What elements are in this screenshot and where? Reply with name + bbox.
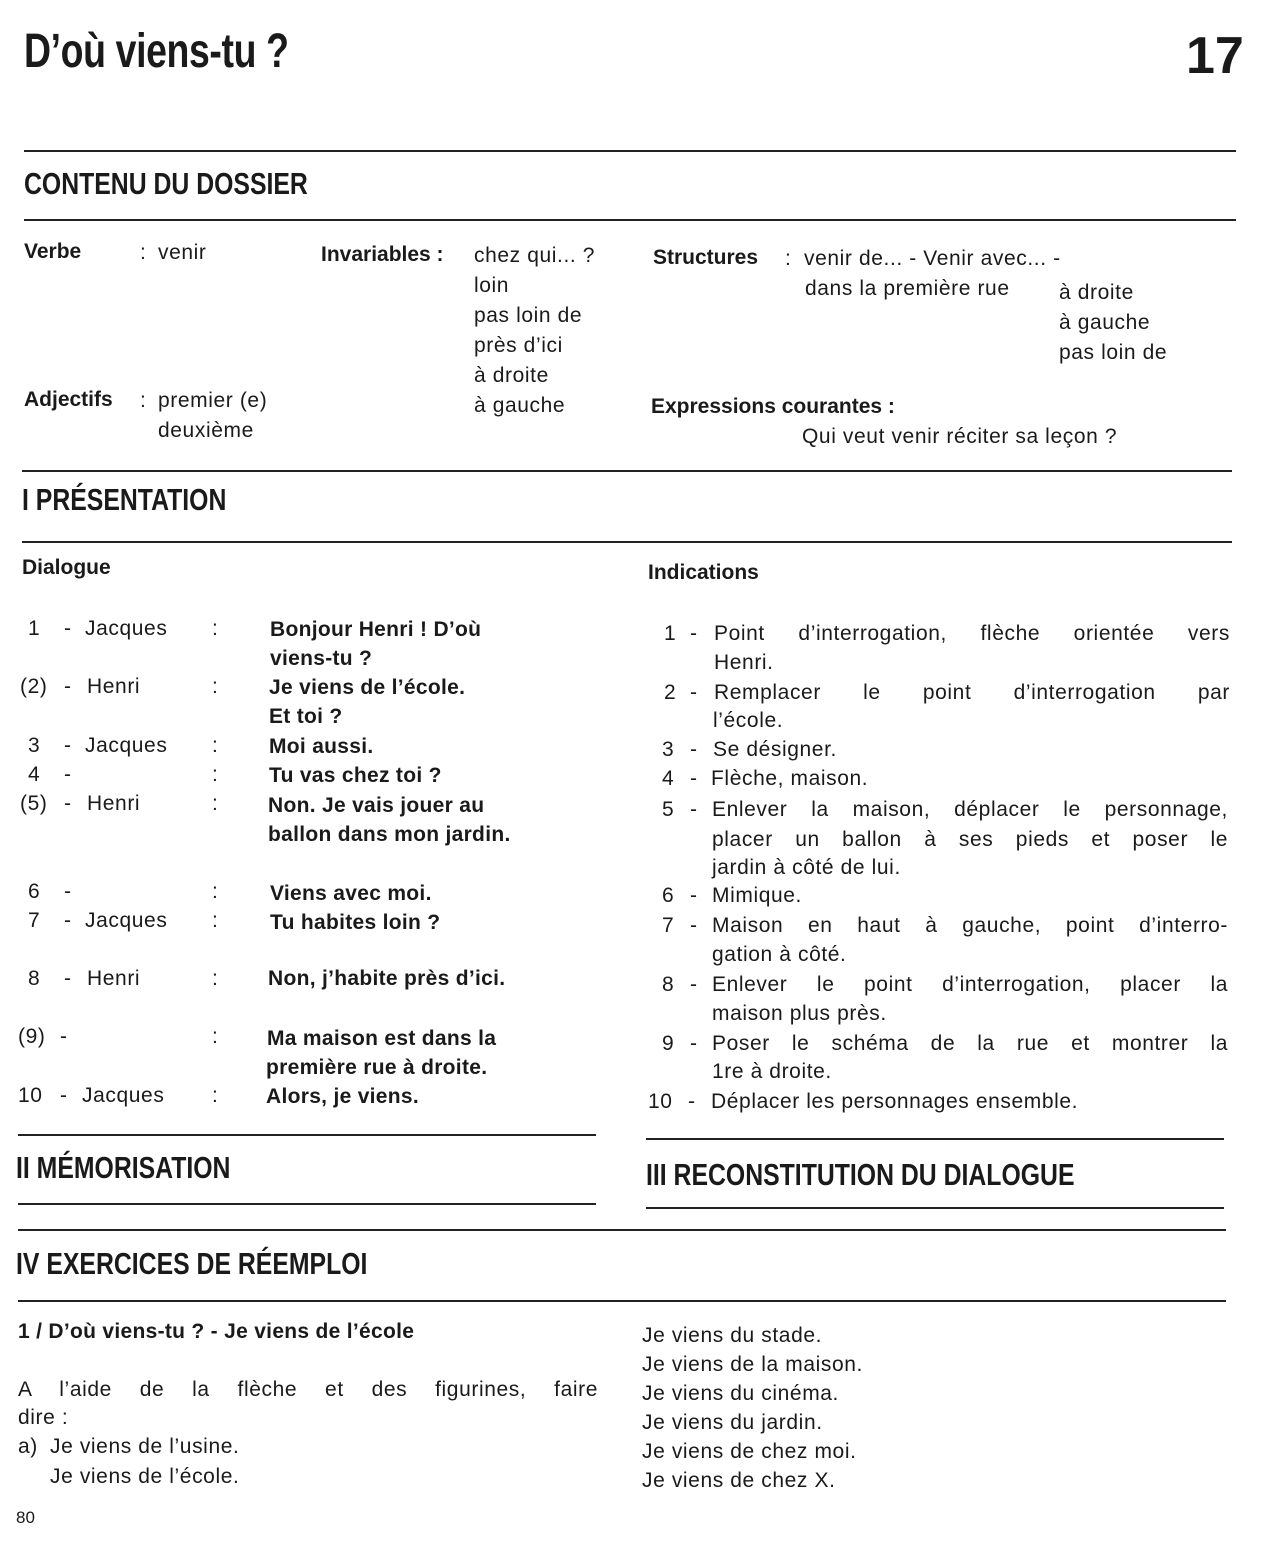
exercise-title: 1 / D’où viens-tu ? - Je viens de l’école [18, 1320, 415, 1343]
line-dash: - [64, 880, 72, 903]
indication-number: 7 [662, 914, 675, 937]
divider [18, 1229, 1226, 1231]
presentation-heading: I PRÉSENTATION [22, 482, 227, 517]
verbe-colon: : [140, 241, 147, 264]
invariable-item: près d’ici [474, 334, 563, 357]
line-colon: : [212, 617, 219, 640]
line-dash: - [64, 763, 72, 786]
contenu-heading: CONTENU DU DOSSIER [24, 166, 308, 201]
indication-text: 1re à droite. [712, 1060, 832, 1083]
item-label: a) [18, 1435, 38, 1458]
exercices-heading: IV EXERCICES DE RÉEMPLOI [16, 1246, 368, 1281]
line-dash: - [60, 1025, 68, 1048]
invariable-item: à gauche [474, 394, 566, 417]
indication-number: 1 [664, 622, 677, 645]
exercise-answer: Je viens du jardin. [642, 1411, 823, 1434]
line-number: (5) [20, 792, 48, 815]
dialogue-text: Viens avec moi. [270, 882, 432, 905]
indication-number: 10 [648, 1090, 673, 1113]
dialogue-text: Bonjour Henri ! D’où [270, 618, 482, 641]
indication-dash: - [690, 798, 698, 821]
structures-label: Structures [653, 246, 759, 269]
indication-number: 2 [664, 681, 677, 704]
divider [18, 1203, 596, 1205]
line-number: 6 [28, 880, 41, 903]
adjectifs-list [158, 386, 267, 446]
indication-number: 9 [662, 1032, 675, 1055]
indications-heading: Indications [648, 561, 759, 584]
line-number: 4 [28, 763, 41, 786]
line-number: (2) [20, 675, 48, 698]
dialogue-text: viens-tu ? [270, 647, 373, 670]
verbe-label: Verbe [24, 240, 82, 263]
indication-dash: - [690, 622, 698, 645]
indication-text: Flèche, maison. [711, 767, 869, 790]
structures-options [1059, 278, 1167, 368]
divider [646, 1207, 1224, 1209]
line-number: 10 [18, 1084, 43, 1107]
verbe-value: venir [158, 241, 207, 264]
divider [18, 1134, 596, 1136]
divider [22, 541, 1232, 543]
invariable-item: chez qui... ? [474, 244, 596, 267]
structures-line1: venir de... - Venir avec... - [804, 247, 1061, 270]
line-number: 7 [28, 909, 41, 932]
page-number: 80 [16, 1508, 35, 1527]
indication-text: Henri. [714, 651, 774, 674]
adjectifs-label: Adjectifs [24, 388, 113, 411]
invariable-item: pas loin de [474, 304, 583, 327]
speaker: Jacques [82, 1084, 165, 1107]
structures-line2: dans la première rue [805, 277, 1010, 300]
dialogue-text: Tu habites loin ? [270, 911, 441, 934]
line-colon: : [212, 1025, 219, 1048]
lesson-number: 17 [1186, 27, 1244, 85]
indication-text: Mimique. [712, 884, 802, 907]
invariable-item: loin [474, 274, 510, 297]
line-dash: - [64, 734, 72, 757]
line-colon: : [212, 967, 219, 990]
indication-dash: - [690, 767, 698, 790]
indication-dash: - [688, 1090, 696, 1113]
dialogue-text: Tu vas chez toi ? [269, 764, 442, 787]
dialogue-text: Non, j’habite près d’ici. [268, 967, 506, 990]
structure-option: à gauche [1059, 311, 1151, 334]
indication-text: placer un ballon à ses pieds et poser le [712, 828, 1228, 851]
dialogue-text: ballon dans mon jardin. [268, 823, 511, 846]
invariables-list [474, 241, 595, 421]
line-colon: : [212, 792, 219, 815]
speaker: Henri [87, 967, 141, 990]
indication-number: 4 [662, 767, 675, 790]
indication-dash: - [690, 973, 698, 996]
speaker: Jacques [85, 617, 168, 640]
indication-text: Maison en haut à gauche, point d’interro- [712, 914, 1228, 937]
line-dash: - [64, 909, 72, 932]
page-title: D’où viens-tu ? [24, 25, 289, 78]
exercise-answers [50, 1432, 239, 1492]
line-number: 8 [28, 967, 41, 990]
exercise-answer: Je viens de l’usine. [50, 1435, 240, 1458]
indication-dash: - [690, 1032, 698, 1055]
dialogue-text: Non. Je vais jouer au [268, 794, 485, 817]
line-colon: : [212, 909, 219, 932]
exercise-answer: Je viens de chez X. [642, 1469, 836, 1492]
speaker: Henri [87, 792, 141, 815]
indication-number: 8 [662, 973, 675, 996]
exercise-answers-right [642, 1321, 863, 1495]
dialogue-text: Ma maison est dans la [267, 1027, 497, 1050]
indication-text: Poser le schéma de la rue et montrer la [712, 1032, 1228, 1055]
reconstitution-heading: III RECONSTITUTION DU DIALOGUE [646, 1157, 1075, 1192]
indication-number: 3 [662, 738, 675, 761]
exercise-answer: Je viens du cinéma. [642, 1382, 839, 1405]
line-colon: : [212, 880, 219, 903]
indication-dash: - [690, 914, 698, 937]
exercise-answer: Je viens de l’école. [50, 1465, 240, 1488]
expressions-value: Qui veut venir réciter sa leçon ? [802, 425, 1118, 448]
indication-text: Se désigner. [713, 738, 837, 761]
structures-colon: : [785, 247, 792, 270]
adjectif-item: deuxième [158, 419, 254, 442]
indication-number: 5 [662, 798, 675, 821]
structure-option: pas loin de [1059, 341, 1168, 364]
memorisation-heading: II MÉMORISATION [16, 1150, 231, 1185]
exercise-instruction: dire : [18, 1406, 69, 1429]
indication-text: gation à côté. [712, 943, 847, 966]
structure-option: à droite [1059, 281, 1134, 304]
indication-text: Enlever le point d’interrogation, placer la [712, 973, 1228, 996]
dialogue-text: Et toi ? [269, 705, 343, 728]
dialogue-heading: Dialogue [22, 556, 111, 579]
exercise-answer: Je viens de la maison. [642, 1353, 863, 1376]
dialogue-text: Moi aussi. [269, 735, 374, 758]
line-colon: : [212, 1084, 219, 1107]
exercise-instruction: A l’aide de la flèche et des figurines, faire [18, 1378, 598, 1401]
expressions-label: Expressions courantes : [651, 395, 895, 418]
line-colon: : [212, 675, 219, 698]
indication-text: Déplacer les personnages ensemble. [711, 1090, 1079, 1113]
indication-dash: - [690, 738, 698, 761]
line-number: 3 [28, 734, 41, 757]
line-number: 1 [28, 617, 41, 640]
adjectifs-colon: : [140, 389, 147, 412]
line-colon: : [212, 734, 219, 757]
invariable-item: à droite [474, 364, 549, 387]
speaker: Jacques [85, 909, 168, 932]
line-dash: - [64, 967, 72, 990]
dialogue-text: première rue à droite. [266, 1056, 488, 1079]
indication-number: 6 [662, 884, 675, 907]
speaker: Henri [87, 675, 141, 698]
dialogue-text: Je viens de l’école. [269, 676, 466, 699]
indication-text: Remplacer le point d’interrogation par [714, 681, 1230, 704]
line-number: (9) [18, 1025, 46, 1048]
line-dash: - [64, 617, 72, 640]
line-dash: - [60, 1084, 68, 1107]
divider [22, 470, 1232, 472]
speaker: Jacques [85, 734, 168, 757]
line-dash: - [64, 675, 72, 698]
exercise-answer: Je viens de chez moi. [642, 1440, 857, 1463]
exercise-answer: Je viens du stade. [642, 1324, 823, 1347]
indication-text: Enlever la maison, déplacer le personnage, [712, 798, 1228, 821]
indication-text: Point d’interrogation, flèche orientée vers [714, 622, 1230, 645]
dialogue-text: Alors, je viens. [266, 1085, 420, 1108]
indication-text: jardin à côté de lui. [712, 856, 901, 879]
divider [646, 1138, 1224, 1140]
indication-dash: - [690, 884, 698, 907]
divider [24, 219, 1236, 221]
adjectif-item: premier (e) [158, 389, 268, 412]
indication-dash: - [690, 681, 698, 704]
divider [18, 1300, 1226, 1302]
indication-text: l’école. [713, 709, 784, 732]
invariables-label: Invariables : [321, 243, 444, 266]
divider [24, 150, 1236, 152]
line-colon: : [212, 763, 219, 786]
line-dash: - [64, 792, 72, 815]
indication-text: maison plus près. [712, 1002, 887, 1025]
